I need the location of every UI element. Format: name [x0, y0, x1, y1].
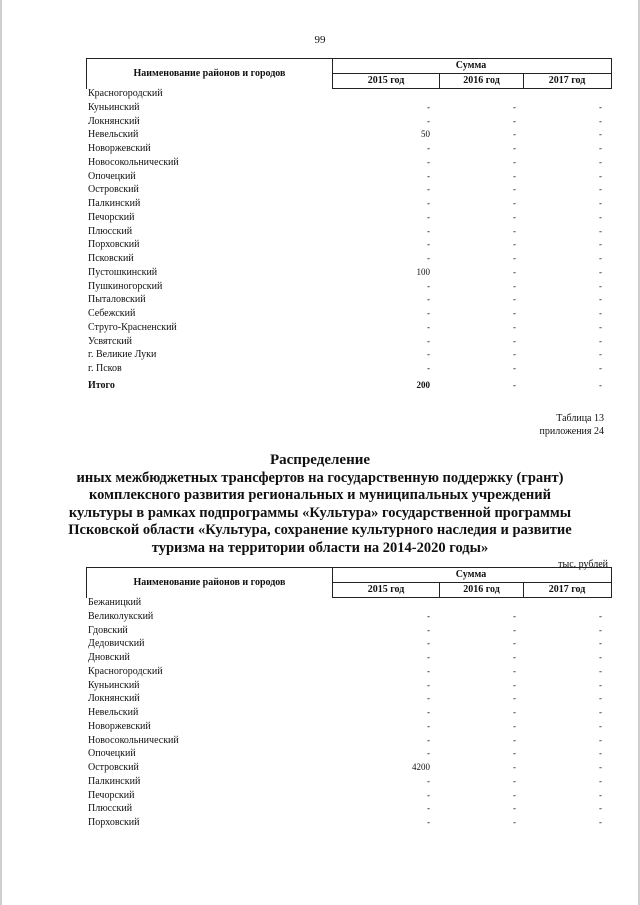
- district-name: Новосокольнический: [88, 734, 179, 746]
- district-name: г. Великие Луки: [88, 349, 157, 361]
- value-2016: -: [513, 184, 516, 195]
- district-name: Островский: [88, 184, 139, 196]
- value-2016: -: [513, 335, 516, 346]
- value-2016: -: [513, 748, 516, 759]
- table-row: [86, 611, 610, 625]
- value-2017: -: [599, 170, 602, 181]
- district-name: Локнянский: [88, 693, 140, 705]
- value-2015: -: [427, 335, 430, 346]
- district-name: Островский: [88, 762, 139, 773]
- value-2017: -: [599, 294, 602, 305]
- value-2015: -: [427, 734, 430, 745]
- value-2015: -: [427, 198, 430, 208]
- table-row: [86, 294, 610, 308]
- value-2016: -: [513, 349, 516, 360]
- value-2017: -: [599, 624, 602, 635]
- value-2016: -: [513, 363, 516, 373]
- units-label: тыс. рублей: [558, 559, 608, 570]
- value-2016: -: [513, 379, 516, 390]
- table-row: [86, 212, 610, 226]
- value-2017: -: [599, 363, 602, 373]
- table-row: [86, 349, 610, 363]
- table-row: [86, 239, 610, 253]
- table-header: [86, 567, 612, 598]
- district-name: Псковский: [88, 253, 134, 264]
- value-2016: -: [513, 239, 516, 250]
- value-2016: -: [513, 253, 516, 263]
- table-row: [86, 267, 610, 281]
- district-name: Пушкиногорский: [88, 280, 163, 292]
- value-2015: -: [427, 803, 430, 814]
- table-row: [86, 776, 610, 790]
- value-2015: -: [427, 184, 430, 195]
- district-name: Красногородский: [88, 665, 163, 677]
- value-2017: -: [599, 610, 602, 621]
- heading-line-5: Псковской области «Культура, сохранение культурного наследия и развитие: [68, 522, 572, 538]
- district-name: Дновский: [88, 652, 130, 663]
- table-row: [86, 171, 610, 185]
- value-2016: -: [513, 693, 516, 704]
- table-row: [86, 226, 610, 240]
- value-2017: -: [599, 280, 602, 291]
- district-name: Порховский: [88, 817, 140, 828]
- value-2015: 50: [421, 129, 430, 140]
- value-2015: -: [427, 707, 430, 717]
- district-name: Гдовский: [88, 624, 128, 636]
- value-2017: -: [599, 762, 602, 772]
- value-2015: -: [427, 363, 430, 373]
- value-2015: 200: [416, 379, 430, 390]
- table-row: [86, 363, 610, 377]
- value-2017: -: [599, 707, 602, 717]
- value-2016: -: [513, 294, 516, 305]
- value-2017: -: [599, 198, 602, 208]
- value-2017: -: [599, 184, 602, 195]
- district-name: Куньинский: [88, 679, 140, 691]
- table-row: [86, 803, 610, 817]
- table-row: [86, 281, 610, 295]
- district-name: Порховский: [88, 239, 140, 251]
- table-row: [86, 129, 610, 143]
- value-2015: -: [427, 610, 430, 621]
- value-2017: -: [599, 748, 602, 759]
- value-2015: -: [427, 775, 430, 786]
- header-year-2017: 2017 год: [548, 584, 586, 595]
- district-name: Плюсский: [88, 803, 133, 815]
- table-header: [86, 58, 612, 89]
- district-name: Новоржевский: [88, 143, 151, 154]
- value-2016: -: [513, 129, 516, 140]
- district-name: Великолукский: [88, 610, 154, 622]
- value-2016: -: [513, 308, 516, 318]
- value-2017: -: [599, 156, 602, 167]
- table-row: [86, 625, 610, 639]
- table-row: [86, 597, 610, 611]
- value-2015: -: [427, 115, 430, 126]
- value-2017: -: [599, 734, 602, 745]
- page-number: 99: [314, 34, 326, 46]
- header-year-2016: 2016 год: [463, 584, 500, 595]
- value-2017: -: [599, 253, 602, 263]
- value-2016: -: [513, 156, 516, 167]
- value-2016: -: [513, 115, 516, 126]
- table-row: [86, 748, 610, 762]
- value-2017: -: [599, 101, 602, 112]
- table-row: [86, 817, 610, 831]
- value-2015: -: [427, 308, 430, 318]
- value-2016: -: [513, 101, 516, 112]
- district-name: Струго-Красненский: [88, 321, 177, 333]
- table-row: [86, 707, 610, 721]
- value-2017: -: [599, 239, 602, 250]
- value-2015: -: [427, 720, 430, 731]
- value-2017: -: [599, 817, 602, 827]
- value-2015: 100: [416, 266, 430, 277]
- header-name-column: Наименование районов и городов: [133, 577, 286, 588]
- value-2015: -: [427, 624, 430, 635]
- district-name: Локнянский: [88, 115, 140, 127]
- table-row: [86, 198, 610, 212]
- district-name: Новоржевский: [88, 720, 151, 732]
- value-2016: -: [513, 624, 516, 635]
- table-row: [86, 652, 610, 666]
- value-2017: -: [599, 321, 602, 332]
- value-2015: -: [427, 748, 430, 759]
- table-row: [86, 116, 610, 130]
- district-name: Итого: [88, 379, 115, 391]
- heading-line-4: культуры в рамках подпрограммы «Культура» государственной программы: [68, 504, 572, 521]
- value-2016: -: [513, 225, 516, 236]
- table-row: [86, 322, 610, 336]
- value-2015: -: [427, 143, 430, 153]
- value-2016: -: [513, 720, 516, 731]
- table-row: [86, 638, 610, 652]
- value-2017: -: [599, 266, 602, 277]
- district-name: Бежаницкий: [88, 597, 142, 608]
- table-row: [86, 253, 610, 267]
- table-row: [86, 88, 610, 102]
- value-2015: -: [427, 211, 430, 222]
- value-2015: -: [427, 253, 430, 263]
- value-2017: -: [599, 803, 602, 814]
- district-name: Куньинский: [88, 101, 140, 113]
- district-name: Невельский: [88, 707, 139, 718]
- table-row: [86, 184, 610, 198]
- value-2015: -: [427, 280, 430, 291]
- value-2015: -: [427, 693, 430, 704]
- district-name: Невельский: [88, 129, 139, 141]
- value-2015: -: [427, 321, 430, 332]
- district-name: Пустошкинский: [88, 266, 158, 278]
- value-2017: -: [599, 652, 602, 662]
- header-year-2017: 2017 год: [548, 75, 586, 86]
- table-row: [86, 336, 610, 350]
- value-2015: -: [427, 652, 430, 662]
- value-2017: -: [599, 211, 602, 222]
- district-name: Палкинский: [88, 775, 141, 787]
- value-2015: -: [427, 679, 430, 690]
- table-row: [86, 721, 610, 735]
- value-2017: -: [599, 308, 602, 318]
- table-row: [86, 693, 610, 707]
- table-row: [86, 666, 610, 680]
- value-2016: -: [513, 652, 516, 662]
- value-2017: -: [599, 679, 602, 690]
- value-2016: -: [513, 775, 516, 786]
- header-year-2015: 2015 год: [367, 75, 405, 86]
- value-2016: -: [513, 789, 516, 800]
- district-name: Дедовичский: [88, 638, 145, 650]
- total-row: [86, 380, 610, 394]
- value-2016: -: [513, 665, 516, 676]
- district-name: г. Псков: [88, 363, 122, 374]
- value-2016: -: [513, 610, 516, 621]
- value-2016: -: [513, 679, 516, 690]
- value-2017: -: [599, 638, 602, 649]
- value-2016: -: [513, 211, 516, 222]
- value-2016: -: [513, 817, 516, 827]
- value-2015: -: [427, 170, 430, 181]
- value-2015: -: [427, 817, 430, 827]
- value-2017: -: [599, 115, 602, 126]
- table-row: [86, 790, 610, 804]
- scan-left-edge: [0, 0, 2, 905]
- district-name: Пыталовский: [88, 294, 146, 306]
- header-sum: Сумма: [455, 569, 487, 580]
- value-2017: -: [599, 665, 602, 676]
- value-2015: -: [427, 638, 430, 649]
- district-name: Опочецкий: [88, 170, 136, 182]
- value-2017: -: [599, 775, 602, 786]
- table-row: [86, 735, 610, 749]
- value-2015: -: [427, 239, 430, 250]
- value-2016: -: [513, 170, 516, 181]
- value-2015: -: [427, 101, 430, 112]
- value-2015: -: [427, 349, 430, 360]
- table-row: [86, 308, 610, 322]
- table-row: [86, 680, 610, 694]
- value-2015: -: [427, 156, 430, 167]
- value-2017: -: [599, 789, 602, 800]
- value-2016: -: [513, 803, 516, 814]
- header-year-2016: 2016 год: [463, 75, 500, 86]
- value-2017: -: [599, 225, 602, 236]
- value-2015: -: [427, 294, 430, 305]
- value-2017: -: [599, 693, 602, 704]
- value-2017: -: [599, 129, 602, 140]
- value-2016: -: [513, 762, 516, 772]
- value-2017: -: [599, 379, 602, 390]
- table-number: Таблица 13: [556, 413, 604, 424]
- value-2016: -: [513, 266, 516, 277]
- heading-line-1: Распределение: [269, 452, 371, 468]
- value-2016: -: [513, 143, 516, 153]
- table-row: [86, 102, 610, 116]
- value-2016: -: [513, 734, 516, 745]
- district-name: Новосокольнический: [88, 156, 179, 168]
- value-2016: -: [513, 638, 516, 649]
- document-heading: [40, 452, 600, 557]
- value-2016: -: [513, 280, 516, 291]
- heading-line-3: комплексного развития региональных и муниципальных учреждений: [88, 487, 551, 503]
- district-name: Себежский: [88, 308, 136, 319]
- district-name: Усвятский: [88, 335, 132, 347]
- header-year-2015: 2015 год: [367, 584, 405, 595]
- value-2016: -: [513, 198, 516, 208]
- value-2016: -: [513, 707, 516, 717]
- value-2015: -: [427, 225, 430, 236]
- value-2016: -: [513, 321, 516, 332]
- value-2015: -: [427, 789, 430, 800]
- district-name: Плюсский: [88, 225, 133, 237]
- district-name: Опочецкий: [88, 748, 136, 760]
- table-row: [86, 143, 610, 157]
- heading-line-2: иных межбюджетных трансфертов на государственную поддержку (грант): [76, 469, 564, 486]
- appendix-label: приложения 24: [539, 426, 604, 437]
- heading-line-6: туризма на территории области на 2014-2020 годы»: [151, 539, 489, 556]
- value-2017: -: [599, 720, 602, 731]
- district-name: Красногородский: [88, 88, 163, 99]
- table-row: [86, 157, 610, 171]
- district-name: Печорский: [88, 211, 135, 223]
- value-2015: 4200: [412, 762, 430, 772]
- value-2017: -: [599, 335, 602, 346]
- value-2015: -: [427, 665, 430, 676]
- district-name: Палкинский: [88, 198, 141, 209]
- header-sum: Сумма: [455, 60, 487, 71]
- value-2017: -: [599, 349, 602, 360]
- value-2017: -: [599, 143, 602, 153]
- table-row: [86, 762, 610, 776]
- district-name: Печорский: [88, 789, 135, 801]
- header-name-column: Наименование районов и городов: [133, 68, 286, 79]
